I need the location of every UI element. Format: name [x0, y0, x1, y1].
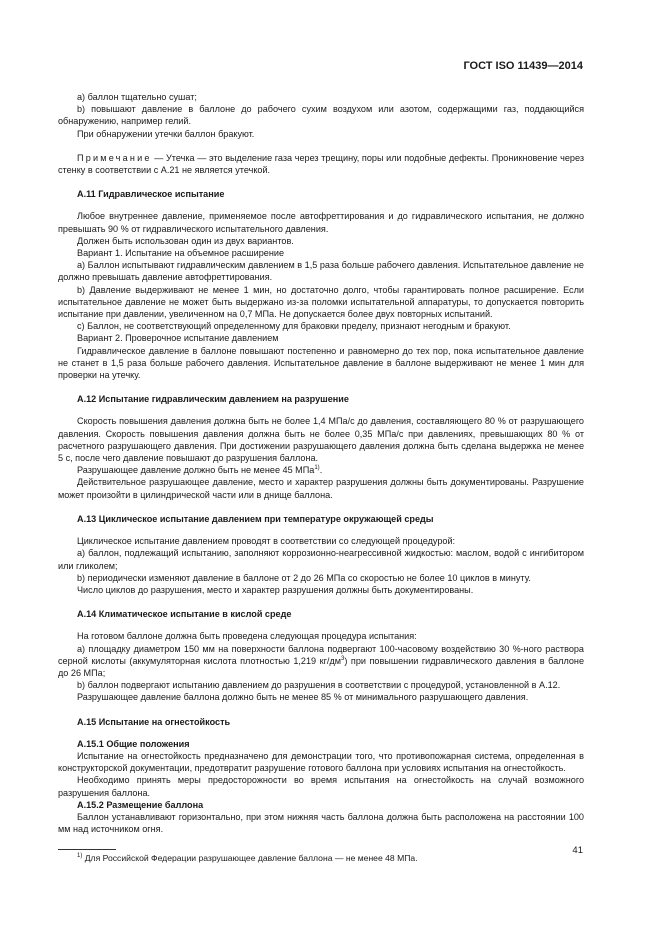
a14-item-a-post: ) при повышении гидравлического давления в баллоне до 26 МПа; [58, 655, 585, 678]
a15-1-p2: Необходимо принять меры предосторожности во время испытания на огнестойкость на случай возможного разрушения баллона. [58, 775, 584, 798]
note-label: Примечание [77, 152, 152, 163]
a12-p2: Разрушающее давление должно быть не менее 45 МПа$^{1)}$. [77, 465, 323, 476]
a11-variant2-text: Гидравлическое давление в баллоне повышают постепенно и равномерно до тех пор, пока испытательное давление не станет в 1,5 раза больше рабочего давления. Испытательное давление в баллоне выдерживают не менее 1 мин для проверки на утечку. [58, 345, 584, 381]
a15-1-p1: Испытание на огнестойкость предназначено для демонстрации того, что противопожарная система, определенная в конструкторской документации, предотвратит разрушение готового баллона при условиях испытания на огнестойкость. [58, 750, 584, 774]
footnote-mark: 1) [77, 853, 83, 860]
intro-note [58, 152, 584, 176]
section-a14-title: А.14 Климатическое испытание в кислой среде [77, 609, 292, 620]
document-body [58, 91, 584, 865]
a11-variant1: Вариант 1. Испытание на объемное расширение [77, 248, 285, 259]
standard-code-header: ГОСТ ISO 11439—2014 [463, 60, 583, 72]
section-a15-title: А.15 Испытание на огнестойкость [77, 716, 231, 727]
section-a13-title: А.13 Циклическое испытание давлением при температуре окружающей среды [77, 513, 434, 524]
a13-item-b: b) периодически изменяют давление в баллоне от 2 до 26 МПа со скоростью не более 10 циклов в минуту. [77, 572, 531, 583]
a11-variant1-c: с) Баллон, не соответствующий определенному для браковки пределу, признают негодным и бракуют. [77, 321, 511, 332]
page-number: 41 [572, 845, 583, 856]
section-a12-title: А.12 Испытание гидравлическим давлением на разрушение [77, 394, 349, 405]
intro-item-a: а) баллон тщательно сушат; [77, 92, 197, 102]
a13-p2: Число циклов до разрушения, место и характер разрушения должны быть документированы. [77, 584, 474, 595]
a11-variant1-b: b) Давление выдерживают не менее 1 мин, но достаточно долго, чтобы гарантировать полное расширение. Если испытательное давление не может быть выдержано из-за поломки испытательной аппаратуры, то допускается повторить испытание при давлении, увеличенном на 0,7 МПа. Не допускается более двух повторных испытаний. [58, 284, 584, 320]
footnote-ref: 1) [314, 465, 320, 472]
a11-p1: Любое внутреннее давление, применяемое после автофреттирования и до гидравлического испытания, не должно превышать 90 % от гидравлического испытательного давления. [58, 211, 584, 234]
a12-p1: Скорость повышения давления должна быть не более 1,4 МПа/с до давления, составляющего 80 % от разрушающего давления. Скорость повышения давления должна быть не более 0,35 МПа/с при давлениях, превышающих 80 % от расчетного разрушающего давления. При достижении разрушающего давления должна быть сделана выдержка не менее 5 с, после чего давление повышают до разрушения баллона. [58, 416, 584, 464]
footnote [58, 852, 584, 864]
a11-p2: Должен быть использован один из двух вариантов. [77, 235, 294, 246]
section-a11-title: А.11 Гидравлическое испытание [77, 189, 225, 200]
cubic-superscript: 3 [341, 655, 345, 662]
section-a15-2-title: А.15.2 Размещение баллона [77, 799, 204, 810]
a14-item-a-pre: а) площадку диаметром 150 мм на поверхности баллона подвергают 100-часовому воздействию 30 %-ного раствора серной кислоты (аккумуляторная кислота плотностью 1,219 кг/дм [58, 643, 584, 666]
a14-p1: На готовом баллоне должна быть проведена следующая процедура испытания: [77, 631, 417, 642]
intro-item-b: b) повышают давление в баллоне до рабочего сухим воздухом или азотом, содержащими газ, поддающийся обнаружению, например гелий. [58, 104, 584, 127]
a14-item-b: b) баллон подвергают испытанию давлением до разрушения в соответствии с процедурой, установленной в А.12. [77, 680, 561, 691]
footnote-text: Для Российской Федерации разрушающее давление баллона — не менее 48 МПа. [84, 853, 418, 864]
section-a15-1-title: А.15.1 Общие положения [77, 738, 190, 749]
note-text: — Утечка — это выделение газа через трещину, поры или подобные дефекты. Проникновение через стенку в соответствии с А.21 не является утечкой. [58, 152, 584, 176]
a12-p2-text: Разрушающее давление должно быть не менее 45 МПа [77, 465, 315, 476]
intro-leak-text: При обнаружении утечки баллон бракуют. [77, 128, 255, 139]
a11-variant1-a: а) Баллон испытывают гидравлическим давлением в 1,5 раза больше рабочего давления. Испытательное давление не должно превышать давление автофреттирования. [58, 260, 584, 283]
a13-p1: Циклическое испытание давлением проводят в соответствии со следующей процедурой: [77, 536, 456, 547]
a12-p3: Действительное разрушающее давление, место и характер разрушения должны быть документированы. Разрушение может произойти в цилиндрической части или в днище баллона. [58, 477, 584, 500]
a15-2-p1: Баллон устанавливают горизонтально, при этом нижняя часть баллона должна быть расположена на расстоянии 100 мм над источником огня. [58, 811, 584, 835]
a14-p2: Разрушающее давление баллона должно быть не менее 85 % от минимального разрушающего давления. [77, 692, 529, 703]
a11-variant2: Вариант 2. Проверочное испытание давлением [77, 333, 279, 344]
a13-item-a: а) баллон, подлежащий испытанию, заполняют коррозионно-неагрессивной жидкостью: маслом, водой с ингибитором или гликолем; [58, 548, 584, 571]
footnote-divider [58, 849, 116, 850]
a14-item-a [58, 643, 584, 680]
